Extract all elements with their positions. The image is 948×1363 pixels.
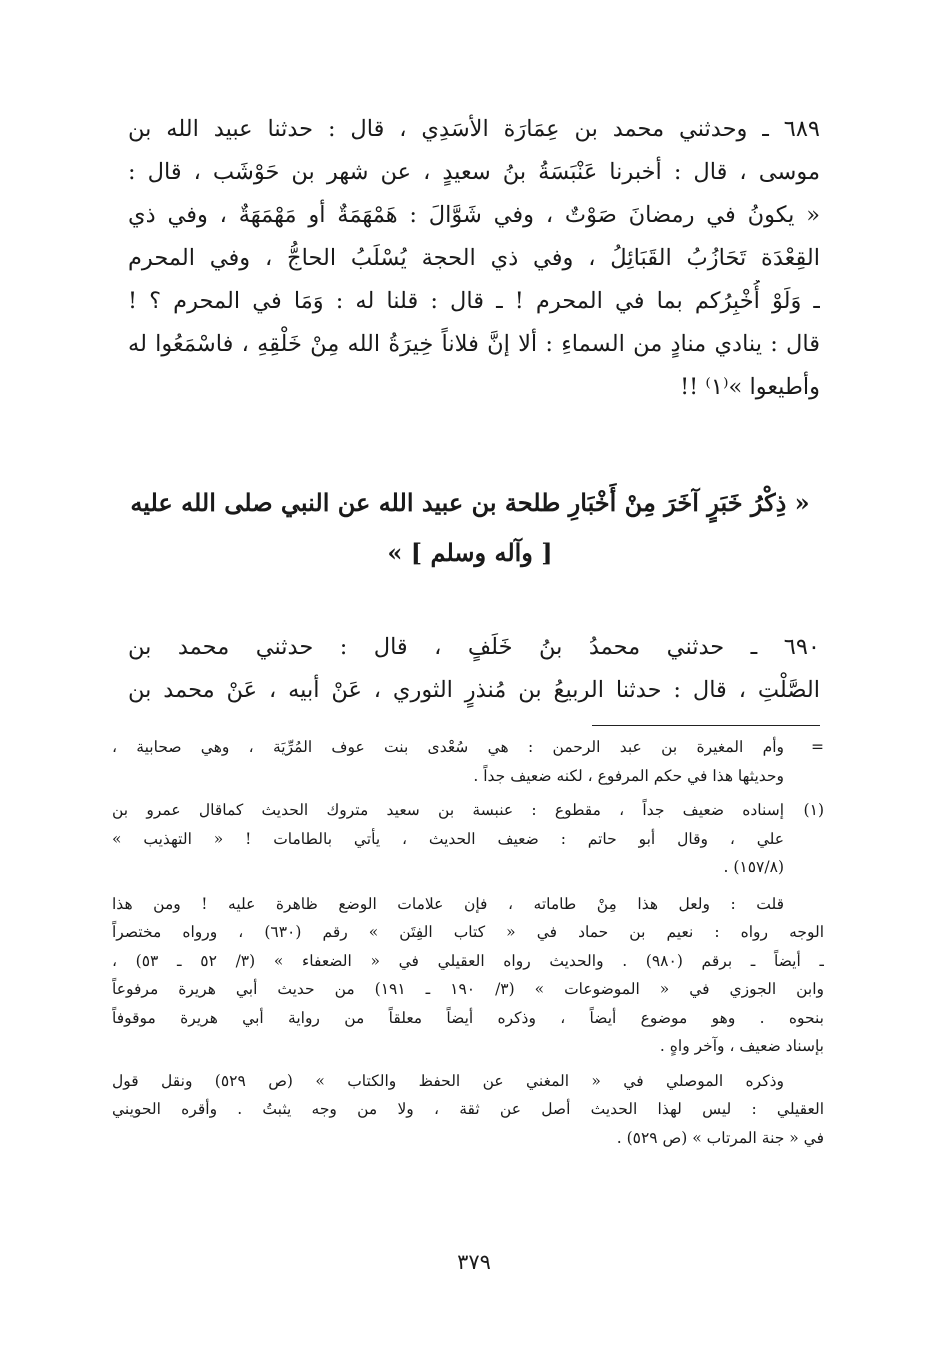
- footnote-text: ـ أيضاً ـ برقم (٩٨٠) . والحديث رواه العقيلي في « الضعفاء » (٣/ ٥٢ ـ ٥٣) ،: [112, 951, 824, 970]
- footnote-line: [112, 975, 824, 1004]
- footnote-text: الوجه رواه : نعيم بن حماد في « كتاب الفِتَن » رقم (٦٣٠) ، ورواه مختصراً: [112, 923, 824, 941]
- footnote-text: وذكره الموصلي في « المغني عن الحفظ والكتاب » (ص ٥٢٩) ونقل قول: [112, 1071, 784, 1090]
- heading-line: « ذِكْرُ خَبَرٍ آخَرَ مِنْ أَخْبَارِ طلحة بن عبيد الله عن النبي صلى الله عليه: [130, 488, 810, 517]
- footnote-separator: [592, 725, 820, 726]
- footnote-line: [112, 762, 824, 791]
- text-line: وأطيعوا »⁽١⁾ !!: [680, 374, 820, 400]
- footnote-marker: (١): [803, 801, 824, 819]
- text-line: ٦٩٠ ـ حدثني محمدُ بنُ خَلَفٍ ، قال : حدثني محمد بن: [128, 634, 820, 660]
- continuation-marker: =: [811, 738, 824, 756]
- footnote-line: [112, 918, 824, 947]
- footnote-text: العقيلي : ليس لهذا الحديث أصل عن ثقة ، ولا من وجه يثبتُ . وأقره الحويني: [112, 1100, 824, 1118]
- text-line: الصَّلْتِ ، قال : حدثنا الربيعُ بن مُنذرٍ الثوري ، عَنْ أبيه ، عَنْ محمد بن: [128, 677, 820, 703]
- section-heading: [120, 478, 820, 578]
- footnote-line: [112, 825, 824, 854]
- footnote-text: في « جنة المرتاب » (ص ٥٢٩) .: [616, 1128, 824, 1147]
- footnote-text: وحديثها هذا في حكم المرفوع ، لكنه ضعيف جداً .: [473, 766, 784, 785]
- footnotes: [112, 733, 824, 1152]
- footnote-line: [112, 947, 824, 976]
- footnote-text: وأم المغيرة بن عبد الرحمن : هي سُعْدى بنت عوف المُرِّيَة ، وهي صحابية ،: [112, 738, 784, 756]
- text-line: ـ وَلَوْ أُخْبِرُكم بما في المحرم ! ـ قال : قلنا له : وَمَا في المحرم ؟ !: [128, 288, 820, 314]
- footnote-line: [112, 853, 824, 882]
- footnote-text: إسناده ضعيف جداً ، مقطوع : عنبسة بن سعيد متروك الحديث كماقال عمرو بن: [112, 801, 784, 819]
- text-line: ٦٨٩ ـ وحدثني محمد بن عِمَارَة الأسَدِي ، قال : حدثنا عبيد الله بن: [128, 116, 820, 142]
- text-line: موسى ، قال : أخبرنا عَنْبَسَةُ بنُ سعيدٍ ، عن شهر بن حَوْشَب ، قال :: [128, 159, 820, 185]
- footnote-text: بنحوه . وهو موضوع أيضاً ، وذكره أيضاً معلقاً من رواية أبي هريرة موقوفاً: [112, 1008, 824, 1027]
- hadith-689-paragraph: [128, 108, 820, 409]
- footnote-line: [112, 733, 824, 762]
- footnote-text: وابن الجوزي في « الموضوعات » (٣/ ١٩٠ ـ ١٩١) من حديث أبي هريرة مرفوعاً: [112, 980, 824, 998]
- footnote-text: بإسناد ضعيف ، وآخر واهٍ .: [659, 1037, 824, 1055]
- text-line: « يكونُ في رمضانَ صَوْتٌ ، وفي شَوَّالَ : هَمْهَمَةٌ أو مَهْمَهَةٌ ، وفي ذي: [128, 202, 820, 228]
- text-line: قال : ينادي منادٍ من السماءِ : ألا إنَّ فلاناً خِيرَةُ الله مِنْ خَلْقِهِ ، فاسْمَعُوا له: [128, 331, 820, 357]
- footnote-line: [112, 1067, 824, 1096]
- footnote-line: [112, 796, 824, 825]
- footnote-line: [112, 1004, 824, 1033]
- page-number: ٣٧٩: [457, 1250, 491, 1274]
- heading-line: [ وآله وسلم ] »: [387, 538, 553, 567]
- footnote-text: قلت : ولعل هذا مِنْ طاماته ، فإن علامات الوضع ظاهرة عليه ! ومن هذا: [112, 894, 784, 913]
- text-line: القِعْدَة تَحَازُبُ القَبَائِلُ ، وفي ذي الحجة يُسْلَبُ الحاجُّ ، وفي المحرم: [128, 245, 820, 271]
- hadith-690-paragraph: [128, 626, 820, 712]
- footnote-line: [112, 1032, 824, 1061]
- footnote-line: [112, 1095, 824, 1124]
- footnote-text: (١٥٧/٨) .: [723, 858, 784, 876]
- footnote-line: [112, 890, 824, 919]
- footnote-text: علي ، وقال أبو حاتم : ضعيف الحديث ، يأتي بالطامات ! « التهذيب »: [112, 829, 784, 848]
- footnote-line: [112, 1124, 824, 1153]
